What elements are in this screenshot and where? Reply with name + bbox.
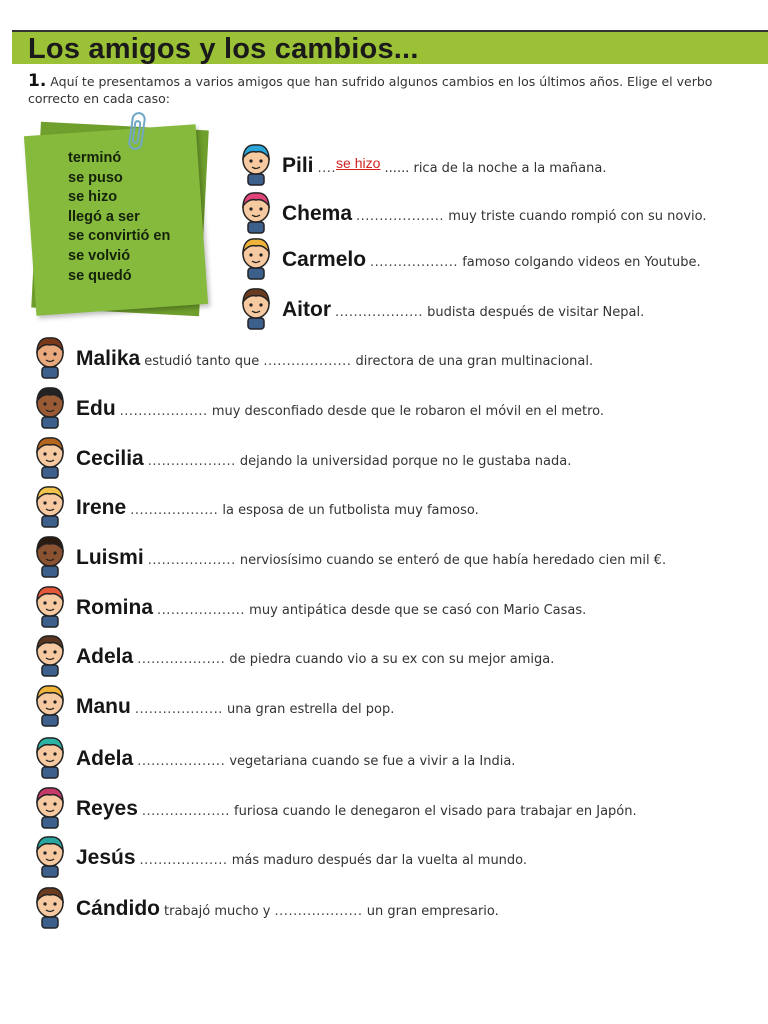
sentence-text bbox=[76, 546, 666, 570]
sentence-text bbox=[76, 797, 637, 821]
avatar-icon bbox=[30, 582, 70, 628]
friend-name: Cándido bbox=[76, 897, 160, 920]
avatar-icon bbox=[30, 333, 70, 379]
friend-name: Pili bbox=[282, 154, 314, 177]
avatar-icon bbox=[236, 140, 276, 186]
answer-blank[interactable]: ................... bbox=[134, 702, 223, 717]
verb-option: se hizo bbox=[68, 189, 118, 206]
instruction bbox=[28, 73, 766, 107]
friend-name: Aitor bbox=[282, 298, 331, 321]
sentence-text bbox=[76, 747, 515, 771]
sentence-text bbox=[282, 154, 606, 178]
avatar-icon bbox=[30, 883, 70, 929]
friend-name: Irene bbox=[76, 496, 127, 519]
sentence-after: famoso colgando videos en Youtube. bbox=[462, 255, 701, 270]
verb-option: se volvió bbox=[68, 247, 131, 264]
verb-option: se quedó bbox=[68, 267, 132, 284]
sentence-text bbox=[76, 695, 394, 719]
answer-blank[interactable]: ................... bbox=[137, 754, 226, 769]
sentence-after: muy desconfiado desde que le robaron el móvil en el metro. bbox=[211, 404, 604, 419]
sentence-text bbox=[282, 248, 701, 272]
friend-name: Carmelo bbox=[282, 248, 367, 271]
sentence-text bbox=[76, 347, 593, 371]
sentence-after: nerviosísimo cuando se enteró de que había heredado cien mil €. bbox=[239, 553, 667, 568]
sentence-text bbox=[282, 298, 644, 322]
friend-name: Romina bbox=[76, 596, 154, 619]
sentence-after: la esposa de un futbolista muy famoso. bbox=[222, 503, 479, 518]
sentence-after: muy triste cuando rompió con su novio. bbox=[448, 209, 707, 224]
avatar-icon bbox=[236, 284, 276, 330]
sentence-after: un gran empresario. bbox=[366, 904, 499, 919]
verb-list bbox=[68, 149, 170, 286]
friend-name: Reyes bbox=[76, 797, 138, 820]
avatar-icon bbox=[30, 433, 70, 479]
avatar-icon bbox=[30, 383, 70, 429]
answer-blank[interactable]: ................... bbox=[147, 454, 236, 469]
answer-blank[interactable]: ................... bbox=[119, 404, 208, 419]
sentence-text bbox=[76, 645, 554, 669]
sentence-before: trabajó mucho y bbox=[164, 904, 271, 919]
answer-blank[interactable]: ................... bbox=[335, 305, 424, 320]
filled-answer: se hizo bbox=[336, 155, 381, 171]
answer-blank[interactable]: ................... bbox=[137, 652, 226, 667]
sentence-after: muy antipática desde que se casó con Mario Casas. bbox=[249, 603, 587, 618]
answer-blank[interactable]: ................... bbox=[147, 553, 236, 568]
verb-option: se convirtió en bbox=[68, 228, 171, 245]
sentence-text bbox=[76, 897, 499, 921]
answer-blank[interactable]: ................... bbox=[139, 853, 228, 868]
verb-option: se puso bbox=[68, 169, 123, 186]
sentence-text bbox=[76, 846, 527, 870]
sentence-text bbox=[76, 397, 604, 421]
avatar-icon bbox=[30, 783, 70, 829]
friend-name: Malika bbox=[76, 347, 141, 370]
avatar-icon bbox=[30, 532, 70, 578]
sentence-after: ...... rica de la noche a la mañana. bbox=[384, 161, 607, 176]
friend-name: Edu bbox=[76, 397, 116, 420]
friend-name: Adela bbox=[76, 645, 134, 668]
friend-name: Cecilia bbox=[76, 447, 144, 470]
answer-blank[interactable]: ................... bbox=[141, 804, 230, 819]
friend-name: Luismi bbox=[76, 546, 144, 569]
answer-blank[interactable]: .... bbox=[317, 161, 337, 176]
sentence-after: una gran estrella del pop. bbox=[226, 702, 395, 717]
sentence-after: de piedra cuando vio a su ex con su mejor amiga. bbox=[229, 652, 555, 667]
avatar-icon bbox=[30, 482, 70, 528]
friend-name: Jesús bbox=[76, 846, 136, 869]
answer-blank[interactable]: ................... bbox=[356, 209, 445, 224]
answer-blank[interactable]: ................... bbox=[263, 354, 352, 369]
sentence-after: budista después de visitar Nepal. bbox=[427, 305, 645, 320]
sentence-after: furiosa cuando le denegaron el visado para trabajar en Japón. bbox=[234, 804, 637, 819]
sentence-before: estudió tanto que bbox=[144, 354, 260, 369]
sentence-after: directora de una gran multinacional. bbox=[355, 354, 594, 369]
sentence-after: vegetariana cuando se fue a vivir a la India. bbox=[229, 754, 516, 769]
avatar-icon bbox=[30, 681, 70, 727]
avatar-icon bbox=[236, 188, 276, 234]
answer-blank[interactable]: ................... bbox=[157, 603, 246, 618]
avatar-icon bbox=[30, 631, 70, 677]
answer-blank[interactable]: ................... bbox=[130, 503, 219, 518]
sentence-text bbox=[76, 596, 586, 620]
sentence-after: dejando la universidad porque no le gustaba nada. bbox=[239, 454, 572, 469]
avatar-icon bbox=[236, 234, 276, 280]
friend-name: Adela bbox=[76, 747, 134, 770]
avatar-icon bbox=[30, 832, 70, 878]
verb-option: llegó a ser bbox=[68, 208, 140, 225]
friend-name: Chema bbox=[282, 202, 353, 225]
sentence-text bbox=[76, 447, 571, 471]
avatar-icon bbox=[30, 733, 70, 779]
instruction-text: Aquí te presentamos a varios amigos que han sufrido algunos cambios en los últimos años. Elige el verbo correcto en cada caso: bbox=[28, 74, 713, 106]
sentence-text bbox=[282, 202, 707, 226]
exercise-number: 1. bbox=[28, 71, 47, 91]
friend-name: Manu bbox=[76, 695, 131, 718]
sentence-after: más maduro después dar la vuelta al mundo. bbox=[231, 853, 528, 868]
verb-option: terminó bbox=[68, 150, 122, 166]
title-bar bbox=[12, 30, 768, 64]
sentence-text bbox=[76, 496, 479, 520]
answer-blank[interactable]: ................... bbox=[274, 904, 363, 919]
page-title: Los amigos y los cambios... bbox=[28, 33, 419, 65]
answer-blank[interactable]: ................... bbox=[370, 255, 459, 270]
